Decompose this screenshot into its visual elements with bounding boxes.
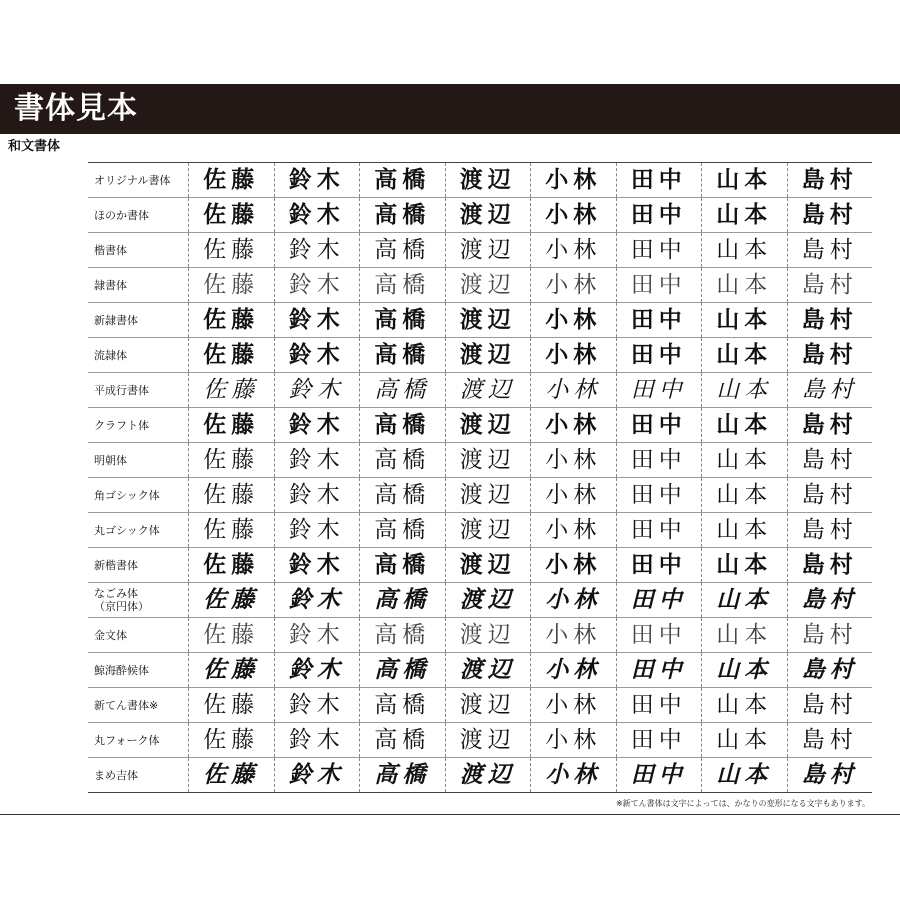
sample-name: 佐藤 [188,583,274,617]
sample-name: 小林 [530,583,616,617]
sample-name: 山本 [701,338,787,372]
sample-cells [188,618,872,652]
sample-name: 島村 [787,688,873,722]
sample-name: 渡辺 [445,303,531,337]
sample-name: 高橋 [359,268,445,302]
sample-name: 鈴木 [274,373,360,407]
sample-name: 山本 [701,303,787,337]
sample-name: 渡辺 [445,233,531,267]
sample-name: 小林 [530,408,616,442]
sample-name: 田中 [616,758,702,792]
sample-name: 渡辺 [445,758,531,792]
sample-name: 田中 [616,373,702,407]
sample-name: 鈴木 [274,408,360,442]
font-row [88,758,872,793]
sample-name: 高橋 [359,303,445,337]
sample-name: 山本 [701,233,787,267]
sample-name: 田中 [616,548,702,582]
sample-name: 山本 [701,618,787,652]
sample-name: 小林 [530,373,616,407]
sample-name: 小林 [530,688,616,722]
sample-name: 鈴木 [274,758,360,792]
font-row [88,723,872,758]
font-label: 角ゴシック体 [94,488,160,502]
font-row [88,408,872,443]
sample-name: 山本 [701,198,787,232]
sample-name: 島村 [787,758,873,792]
sample-cells [188,233,872,267]
sample-name: 鈴木 [274,233,360,267]
sample-name: 高橋 [359,443,445,477]
font-label: 新てん書体※ [94,698,159,712]
sample-name: 鈴木 [274,478,360,512]
sample-name: 田中 [616,723,702,757]
sample-name: 高橋 [359,653,445,687]
sample-name: 小林 [530,443,616,477]
sample-name: 小林 [530,758,616,792]
sample-name: 田中 [616,618,702,652]
sample-name: 渡辺 [445,618,531,652]
font-row [88,478,872,513]
font-label: 丸フォーク体 [94,733,160,747]
font-label: 新隷書体 [94,313,138,327]
sample-name: 島村 [787,548,873,582]
sample-name: 小林 [530,548,616,582]
sample-name: 山本 [701,478,787,512]
sample-name: 高橋 [359,548,445,582]
sample-name: 島村 [787,303,873,337]
sample-name: 高橋 [359,618,445,652]
font-label: 楷書体 [94,243,127,257]
sample-name: 佐藤 [188,408,274,442]
sample-name: 鈴木 [274,688,360,722]
sample-name: 佐藤 [188,443,274,477]
sample-name: 小林 [530,478,616,512]
sample-name: 高橋 [359,198,445,232]
sample-cells [188,303,872,337]
font-row [88,198,872,233]
sample-name: 渡辺 [445,653,531,687]
sample-cells [188,653,872,687]
sample-name: 小林 [530,233,616,267]
sample-name: 渡辺 [445,583,531,617]
font-row [88,303,872,338]
footnote: ※新てん書体は文字によっては、かなりの変形になる文字もあります。 [615,799,870,808]
sample-name: 田中 [616,163,702,197]
sample-cells [188,723,872,757]
sample-name: 田中 [616,198,702,232]
sample-name: 田中 [616,408,702,442]
font-label: クラフト体 [94,418,149,432]
sample-cells [188,548,872,582]
sample-name: 鈴木 [274,443,360,477]
sample-name: 高橋 [359,163,445,197]
sample-name: 佐藤 [188,268,274,302]
sample-name: 鈴木 [274,268,360,302]
sample-cells [188,583,872,617]
sample-name: 佐藤 [188,513,274,547]
sample-name: 山本 [701,688,787,722]
font-row [88,443,872,478]
sample-name: 鈴木 [274,513,360,547]
sample-name: 小林 [530,268,616,302]
sample-name: 島村 [787,443,873,477]
sample-name: 渡辺 [445,478,531,512]
font-label: 流隷体 [94,348,127,362]
font-row [88,688,872,723]
sample-name: 小林 [530,303,616,337]
sample-name: 渡辺 [445,408,531,442]
sample-cells [188,443,872,477]
sample-name: 鈴木 [274,163,360,197]
sample-name: 佐藤 [188,548,274,582]
sample-cells [188,338,872,372]
sample-cells [188,688,872,722]
font-sample-table [88,162,872,793]
font-row [88,548,872,583]
sample-name: 田中 [616,688,702,722]
sample-name: 山本 [701,163,787,197]
font-label: 丸ゴシック体 [94,523,160,537]
sample-name: 佐藤 [188,478,274,512]
sample-name: 鈴木 [274,548,360,582]
sample-name: 高橋 [359,373,445,407]
sample-name: 佐藤 [188,303,274,337]
sample-name: 小林 [530,198,616,232]
sample-name: 島村 [787,408,873,442]
divider [0,814,900,815]
sample-name: 島村 [787,583,873,617]
font-label: 隷書体 [94,278,127,292]
sample-name: 田中 [616,513,702,547]
sample-name: 島村 [787,653,873,687]
sample-name: 高橋 [359,338,445,372]
sample-name: 田中 [616,478,702,512]
sample-name: 山本 [701,373,787,407]
font-row [88,618,872,653]
sample-name: 鈴木 [274,653,360,687]
sample-name: 島村 [787,268,873,302]
sample-name: 佐藤 [188,758,274,792]
font-label: 新楷書体 [94,558,138,572]
font-row [88,163,872,198]
sample-name: 高橋 [359,233,445,267]
sample-name: 佐藤 [188,233,274,267]
sample-name: 佐藤 [188,373,274,407]
sample-name: 山本 [701,723,787,757]
sample-name: 小林 [530,618,616,652]
header-banner [0,84,900,134]
sample-name: 鈴木 [274,303,360,337]
sample-name: 佐藤 [188,688,274,722]
sample-name: 山本 [701,758,787,792]
sample-name: 鈴木 [274,583,360,617]
font-row [88,338,872,373]
sample-name: 田中 [616,338,702,372]
sample-cells [188,268,872,302]
sample-name: 高橋 [359,478,445,512]
sample-name: 高橋 [359,723,445,757]
sample-name: 島村 [787,478,873,512]
sample-name: 田中 [616,443,702,477]
sample-name: 島村 [787,233,873,267]
font-row [88,373,872,408]
font-label: 平成行書体 [94,383,149,397]
sample-name: 渡辺 [445,723,531,757]
sample-name: 島村 [787,338,873,372]
font-row [88,653,872,688]
sample-name: 佐藤 [188,163,274,197]
font-label: 鯨海酔候体 [94,663,149,677]
sample-name: 小林 [530,163,616,197]
sample-name: 高橋 [359,583,445,617]
sample-name: 島村 [787,618,873,652]
sample-name: 島村 [787,513,873,547]
sample-name: 鈴木 [274,338,360,372]
sample-name: 渡辺 [445,338,531,372]
sample-name: 山本 [701,268,787,302]
sample-name: 山本 [701,408,787,442]
font-label: 明朝体 [94,453,127,467]
sample-cells [188,513,872,547]
section-title: 和文書体 [8,139,61,154]
sample-name: 山本 [701,548,787,582]
sample-name: 田中 [616,653,702,687]
page-title: 書体見本 [14,91,138,126]
sample-cells [188,478,872,512]
font-label: 金文体 [94,628,127,642]
sample-name: 高橋 [359,758,445,792]
sample-name: 山本 [701,513,787,547]
font-label: なごみ体 （京円体） [94,587,149,613]
sample-name: 山本 [701,583,787,617]
sample-name: 田中 [616,233,702,267]
sample-name: 島村 [787,723,873,757]
sample-name: 佐藤 [188,338,274,372]
sample-name: 渡辺 [445,548,531,582]
sample-name: 渡辺 [445,198,531,232]
sample-name: 高橋 [359,688,445,722]
font-row [88,513,872,548]
sample-name: 渡辺 [445,373,531,407]
sample-name: 渡辺 [445,268,531,302]
sample-name: 島村 [787,373,873,407]
sample-cells [188,373,872,407]
sample-name: 高橋 [359,408,445,442]
sample-name: 鈴木 [274,198,360,232]
sample-name: 佐藤 [188,618,274,652]
sample-name: 鈴木 [274,618,360,652]
font-row [88,583,872,618]
sample-name: 小林 [530,653,616,687]
sample-cells [188,163,872,197]
sample-cells [188,408,872,442]
sample-name: 山本 [701,443,787,477]
font-row [88,233,872,268]
sample-name: 佐藤 [188,723,274,757]
font-row [88,268,872,303]
sample-name: 山本 [701,653,787,687]
sample-name: 小林 [530,513,616,547]
sample-name: 島村 [787,198,873,232]
sample-name: 佐藤 [188,653,274,687]
sample-name: 渡辺 [445,163,531,197]
font-label: まめ吉体 [94,768,138,782]
font-label: ほのか書体 [94,208,149,222]
sample-name: 渡辺 [445,688,531,722]
sample-name: 小林 [530,723,616,757]
sample-name: 鈴木 [274,723,360,757]
sample-name: 田中 [616,303,702,337]
sample-cells [188,198,872,232]
sample-name: 田中 [616,268,702,302]
sample-name: 田中 [616,583,702,617]
sample-name: 渡辺 [445,513,531,547]
font-label: オリジナル書体 [94,173,171,187]
sample-name: 小林 [530,338,616,372]
sample-name: 渡辺 [445,443,531,477]
sample-name: 島村 [787,163,873,197]
sample-cells [188,758,872,792]
sample-name: 佐藤 [188,198,274,232]
sample-name: 高橋 [359,513,445,547]
